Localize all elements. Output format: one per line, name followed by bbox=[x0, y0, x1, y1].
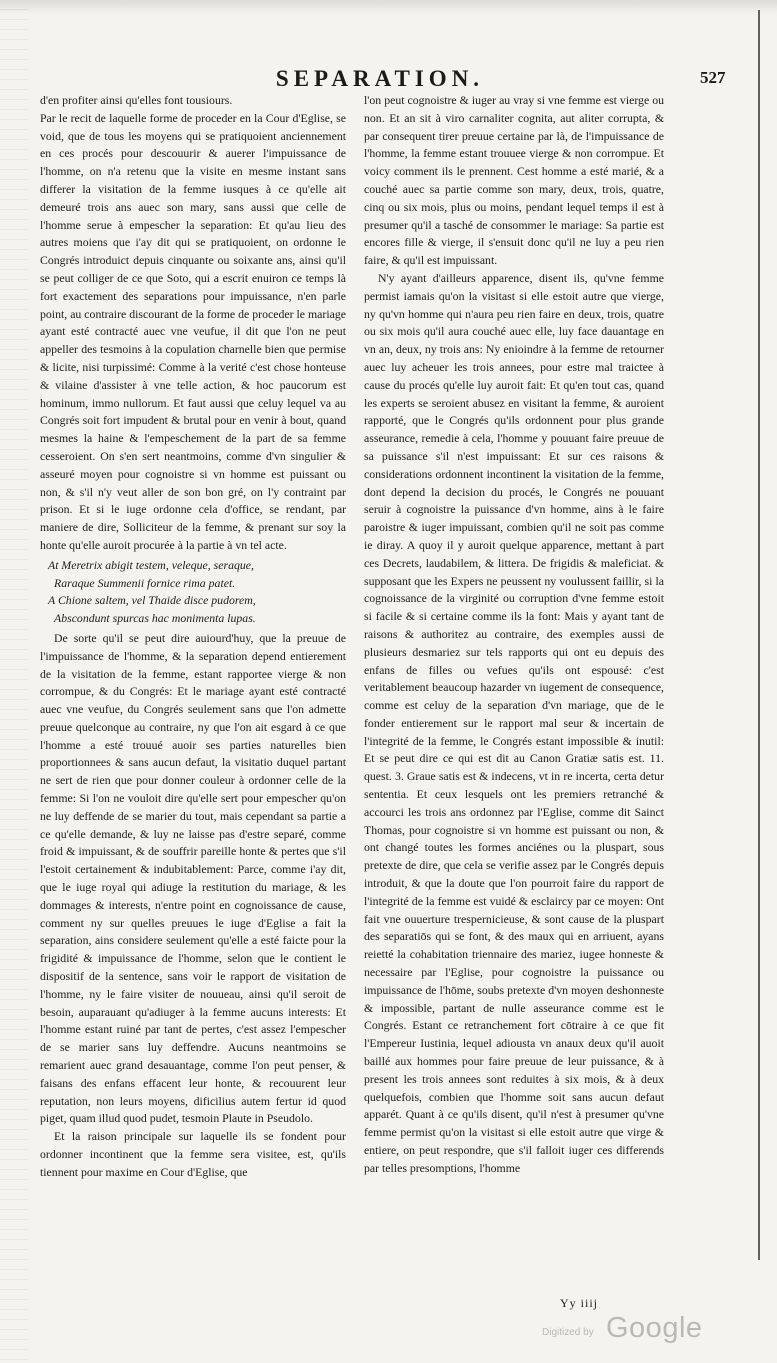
left-paragraph-2: Par le recit de laquelle forme de proceder en la Cour d'Eglise, se void, que de tous les moyens qui se pratiquoient anciennement en ces procés pour descouurir & auerer l'impuissance de l'homme, on n'a retenu que la visite en mesme instant sans differer la visitation de la femme iusques à ce qu'elle ait demeuré trois ans auec son mary, sans aussi que celle de l'homme serue à empescher la separation: Et qu'au lieu des autres moiens que i'ay dit qui se pratiquoient, on ordonne le Congrés introduict depuis cinquante ou soixante ans, ainsi qu'il se peut colliger de ce que Soto, qui a escrit enuiron ce temps là fort exactement des separations pour impuissance, n'en parle point, au contraire discourant de la forme de proceder le mariage ayant esté contracté auec vne veufue, il dit que l'on ne peut appeller des tesmoins à la copulation charnelle bien que permise & licite, nisi turpissimé: Comme à la verité c'est chose honteuse & vilaine d'assister à vne telle action, & hoc paucorum est hominum, immo nullorum. Et faut aussi que celuy lequel va au Congrés soit fort impudent & brutal pour en venir à bout, quand mesmes la haine & l'empeschement de la part de sa femme cesseroient. On s'en sert neantmoins, comme d'vn singulier & asseuré moyen pour cognoistre si vn homme est puissant ou non, & s'il n'y veut aller de son bon gré, on l'y contraint par prison. Et si le iuge ordonne cela d'office, se rendant, par maniere de dire, Solliciteur de la femme, & prenant sur soy la honte qu'elle auroit procurée à la partie à vn tel acte. bbox=[40, 110, 346, 552]
google-logo: Google bbox=[606, 1312, 703, 1344]
signature-mark: Yy iiij bbox=[560, 1296, 599, 1310]
page-top-shadow bbox=[0, 0, 777, 14]
latin-verses bbox=[40, 557, 346, 628]
right-paragraph-2: N'y ayant d'ailleurs apparence, disent ils, qu'vne femme permist iamais qu'on la visitast si elle estoit autre que vierge, ny qu'vn homme qui n'aura peu rien faire en deux, trois, quatre ou six mois qu'il aura couché auec elle, luy face dauantage en vn an, deux, ny trois ans: Ny enioindre à la femme de retourner auec luy acheuer les trois annees, pour estre mal traictee à cause du procés qu'elle luy auroit fait: Et qu'en tout cas, quand les experts se seroient abusez en visitant la femme, & auroient rapporté, que le Congrés qu'ils ordonnent pour plus grande asseurance, remedie à cela, l'homme y pouuant faire preuue de sa puissance s'il n'est impuissant: Et sur ces raisons & considerations ordonnent incontinent la visitation de la femme, dont depend la decision du procés, le Congrés ne pouuant seruir à cognoistre la puissance d'vn homme, ains à le faire paroistre & iuger impuissant, combien qu'il ne soit pas comme ie diray. A quoy il y auroit quelque apparence, mettant à part ces Decrets, laudabilem, & littera. De frigidis & maleficiat. & supposant que les Expers ne peussent ny voulussent faillir, si la cognoissance de la virginité ou corruption d'vne femme estoit si facile & si certaine comme ils la font: Mais y ayant tant de raisons & authoritez au contraire, des exemples aussi de plusieurs desmariez sur tels rapports qui ont eu depuis des enfans de filles ou vefues qu'ils ont espousé: c'est veritablement beaucoup hazarder vn iugement de consequence, comme est celuy de la separation d'vn mariage, que de le fonder entierement sur le rapport mal seur & incertain de l'integrité de la femme, le Congrés estant impossible & inutil: Et se peut dire ce qui est dit au Canon Gratiæ satis est. 11. quest. 3. Graue satis est & indecens, vt in re incerta, certa detur sententia. Et ceux lesquels ont les premiers retranché & accourci les trois ans ordonnez par l'Eglise, comme dit Sainct Thomas, pour cognoistre si vn homme est puissant ou non, & ont changé toutes les formes anciénes ou la pluspart, sous pretexte de dire, que cela se verifie assez par le Congrés depuis introduit, & que la doute que l'on pourroit faire du rapport de l'integrité de la femme est vuidé & esclaircy par ce moyen: Ont fait vne ouuerture trespernicieuse, & sont cause de la pluspart des separatiōs qui se font, & des maux qui en arriuent, ayans reietté la cohabitation triennaire des mariez, iugee honneste & necessaire par l'Eglise, pour cognoistre la puissance ou impuissance de l'hōme, soubs pretexte d'vn moyen deshonneste & impossible, partant de nulle asseurance comme est le Congrés. Estant ce retranchement fort cōtraire à ce que fit l'Empereur Iustinia, lequel adiousta vn anaux deux qu'il auoit baillé aux hommes pour faire preuue de leur puissance, & à present les trois annees sont reduites à six mois, & à deux quelquefois, combien que l'homme soit sans aucun defaut apparét. Quant à ce qu'ils disent, qu'il n'est à presumer qu'vne femme permist qu'on la visitast si elle estoit autre que virge & entiere, on peut respondre, que s'il falloit iuger ces differends par telles presomptions, l'homme bbox=[364, 270, 664, 1175]
right-paragraph-1: l'on peut cognoistre & iuger au vray si vne femme est vierge ou non. Et an sit à viro carnaliter cognita, aut aliter corrupta, & par consequent tirer preuue certaine par là, de l'impuissance de l'homme, la femme estant trouuee vierge & non corrompue. Et voicy comment ils le prennent. Cest homme a esté marié, & a couché auec sa partie comme son mary, deux, trois, quatre, cinq ou six mois, plus ou moins, pendant lequel temps il est à presumer qu'il a tasché de consommer le mariage: Sa partie est encores fille & vierge, il s'ensuit donc qu'il ne luy a peu rien faire, & qu'il est impuissant. bbox=[364, 93, 664, 268]
left-paragraph-1: d'en profiter ainsi qu'elles font tousiours. bbox=[40, 93, 233, 107]
verse-line: A Chione saltem, vel Thaide disce pudorem, bbox=[48, 593, 256, 608]
running-head: SEPARATION. bbox=[275, 66, 485, 91]
gutter-margin bbox=[0, 0, 28, 1363]
verse-line: Raraque Summenii fornice rima patet. bbox=[54, 575, 236, 590]
watermark-caption: Digitized by bbox=[542, 1327, 594, 1338]
left-paragraph-3: De sorte qu'il se peut dire auiourd'huy, que la preuue de l'impuissance de l'homme, & la separation depend entierement de la visitation de la femme, estant rapportee vierge & non corrompue, & du Congrés: Et le mariage ayant esté contracté auec vne veufue, du Congrés seulement sans que l'on admette preuue quelconque au contraire, ny que l'on ait esgard à ce que l'homme a esté trouué auoir ses parties naturelles bien proportionnees & sans aucun defaut, la visitatio duquel partant ne sert de rien que pour donner couleur à ordonner celle de la femme: Si l'on ne vouloit dire qu'elle sert pour empescher qu'on ne luy deffende de se marier du tout, mais cependant sa partie a ce qu'elle demande, & luy ne laisse pas d'estre separé, comme froid & impuissant, & de souffrir pareille honte & pertes que s'il l'estoit certainement & indubitablement: Parce, comme i'ay dit, que le iuge royal qui adiuge la restitution du mariage, & les dommages & interests, n'entre point en cognoissance de cause, comment ny sur quelles preuues le iuge d'Eglise a fait la separation, ains considere seulement qu'elle a esté faicte pour la frigidité & impuissance de l'homme, selon que le contient le dispositif de la sentence, sans voir le rapport de visitation de l'homme, ny le faire visiter de nouueau, ainsi qu'il seroit de besoin, auparauant qu'adiuger à la femme aucuns interests: Et l'homme estant ruiné par tant de pertes, c'est assez l'empescher de se marier sans luy deffendre. Aucuns neantmoins se remarient auec grand desauantage, comme l'on peut penser, & faisans des enfans effacent leur honte, & recouurent leur reputation, non leurs moyens, dificilius autem fertur id quod piget, quam illud quod pudet, tesmoin Plaute in Pseudolo. bbox=[40, 630, 346, 1126]
left-column bbox=[40, 92, 346, 1182]
left-paragraph-4: Et la raison principale sur laquelle ils se fondent pour ordonner incontinent que la femme sera visitee, est, qu'ils tiennent pour maxime en Cour d'Eglise, que bbox=[40, 1129, 346, 1179]
verse-line: Abscondunt spurcas hac monimenta lupas. bbox=[54, 611, 256, 626]
page-edge-rule bbox=[758, 10, 760, 1260]
verse-line: At Meretrix abigit testem, veleque, seraque, bbox=[48, 557, 254, 572]
page-number: 527 bbox=[700, 68, 726, 87]
right-column bbox=[364, 92, 664, 1178]
digitized-watermark bbox=[542, 1312, 752, 1348]
